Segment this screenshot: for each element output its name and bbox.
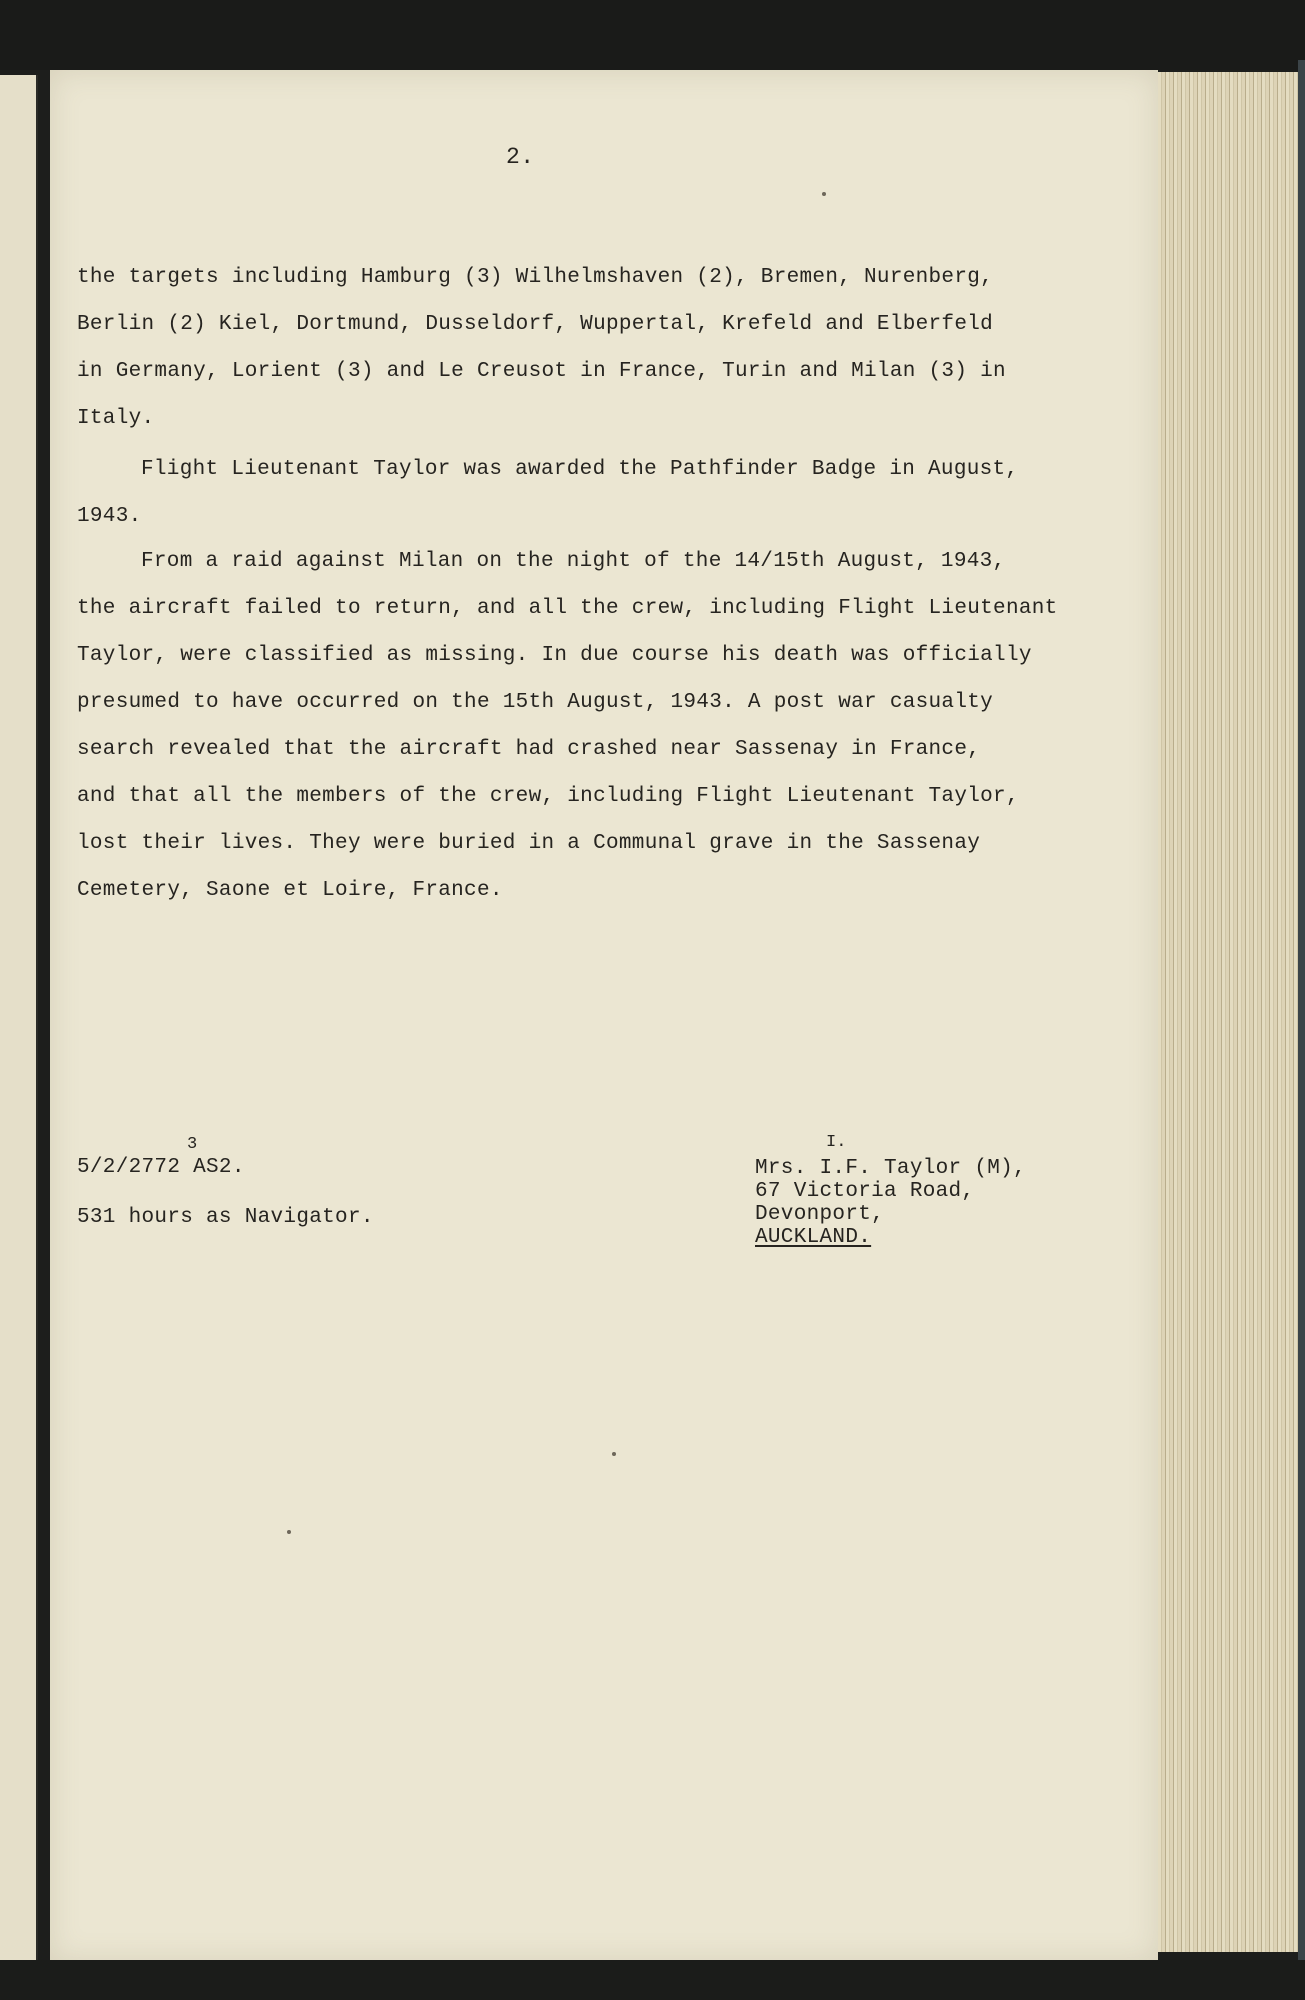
text-line: Cemetery, Saone et Loire, France. [77, 879, 503, 902]
paper-speck [287, 1530, 291, 1534]
address-line: 67 Victoria Road, [755, 1180, 975, 1203]
file-ref: 5/2/2772 AS2. [77, 1156, 245, 1179]
address-line: Devonport, [755, 1203, 885, 1226]
text-line: lost their lives. They were buried in a Communal grave in the Sassenay [77, 832, 981, 855]
text-line: 1943. [77, 505, 142, 528]
text-line: Italy. [77, 407, 155, 430]
left-page-edge [0, 75, 38, 1965]
text-line: search revealed that the aircraft had crashed near Sassenay in France, [77, 738, 981, 761]
address-city: AUCKLAND. [755, 1226, 872, 1249]
paper-speck [822, 192, 826, 196]
address-correction: I. [826, 1133, 847, 1152]
text-line: Berlin (2) Kiel, Dortmund, Dusseldorf, Wuppertal, Krefeld and Elberfeld [77, 313, 994, 336]
paragraph-pathfinder-badge [77, 446, 1147, 540]
page-number: 2. [506, 144, 535, 170]
paragraph-targets [77, 254, 1147, 442]
address-line: Mrs. I.F. Taylor (M), [755, 1157, 1026, 1180]
book-top-edge [0, 0, 1305, 70]
text-line: and that all the members of the crew, including Flight Lieutenant Taylor, [77, 785, 1019, 808]
text-line: the targets including Hamburg (3) Wilhelmshaven (2), Bremen, Nurenberg, [77, 266, 994, 289]
hours-flown: 531 hours as Navigator. [77, 1206, 374, 1229]
file-ref-correction: 3 [187, 1135, 198, 1154]
paper-speck [612, 1452, 616, 1456]
book-bottom-edge [0, 1960, 1305, 2000]
text-line: From a raid against Milan on the night of the 14/15th August, 1943, [141, 550, 1006, 573]
book-cover-edge [1298, 60, 1305, 1970]
next-of-kin-address [755, 1157, 1026, 1249]
file-reference [77, 1143, 374, 1243]
text-line: Taylor, were classified as missing. In due course his death was officially [77, 644, 1032, 667]
text-line: Flight Lieutenant Taylor was awarded the Pathfinder Badge in August, [141, 458, 1019, 481]
text-line: in Germany, Lorient (3) and Le Creusot in France, Turin and Milan (3) in [77, 360, 1006, 383]
paragraph-missing [77, 538, 1147, 914]
text-line: the aircraft failed to return, and all the crew, including Flight Lieutenant [77, 597, 1058, 620]
text-line: presumed to have occurred on the 15th August, 1943. A post war casualty [77, 691, 994, 714]
book-page-edges [1158, 72, 1300, 1952]
